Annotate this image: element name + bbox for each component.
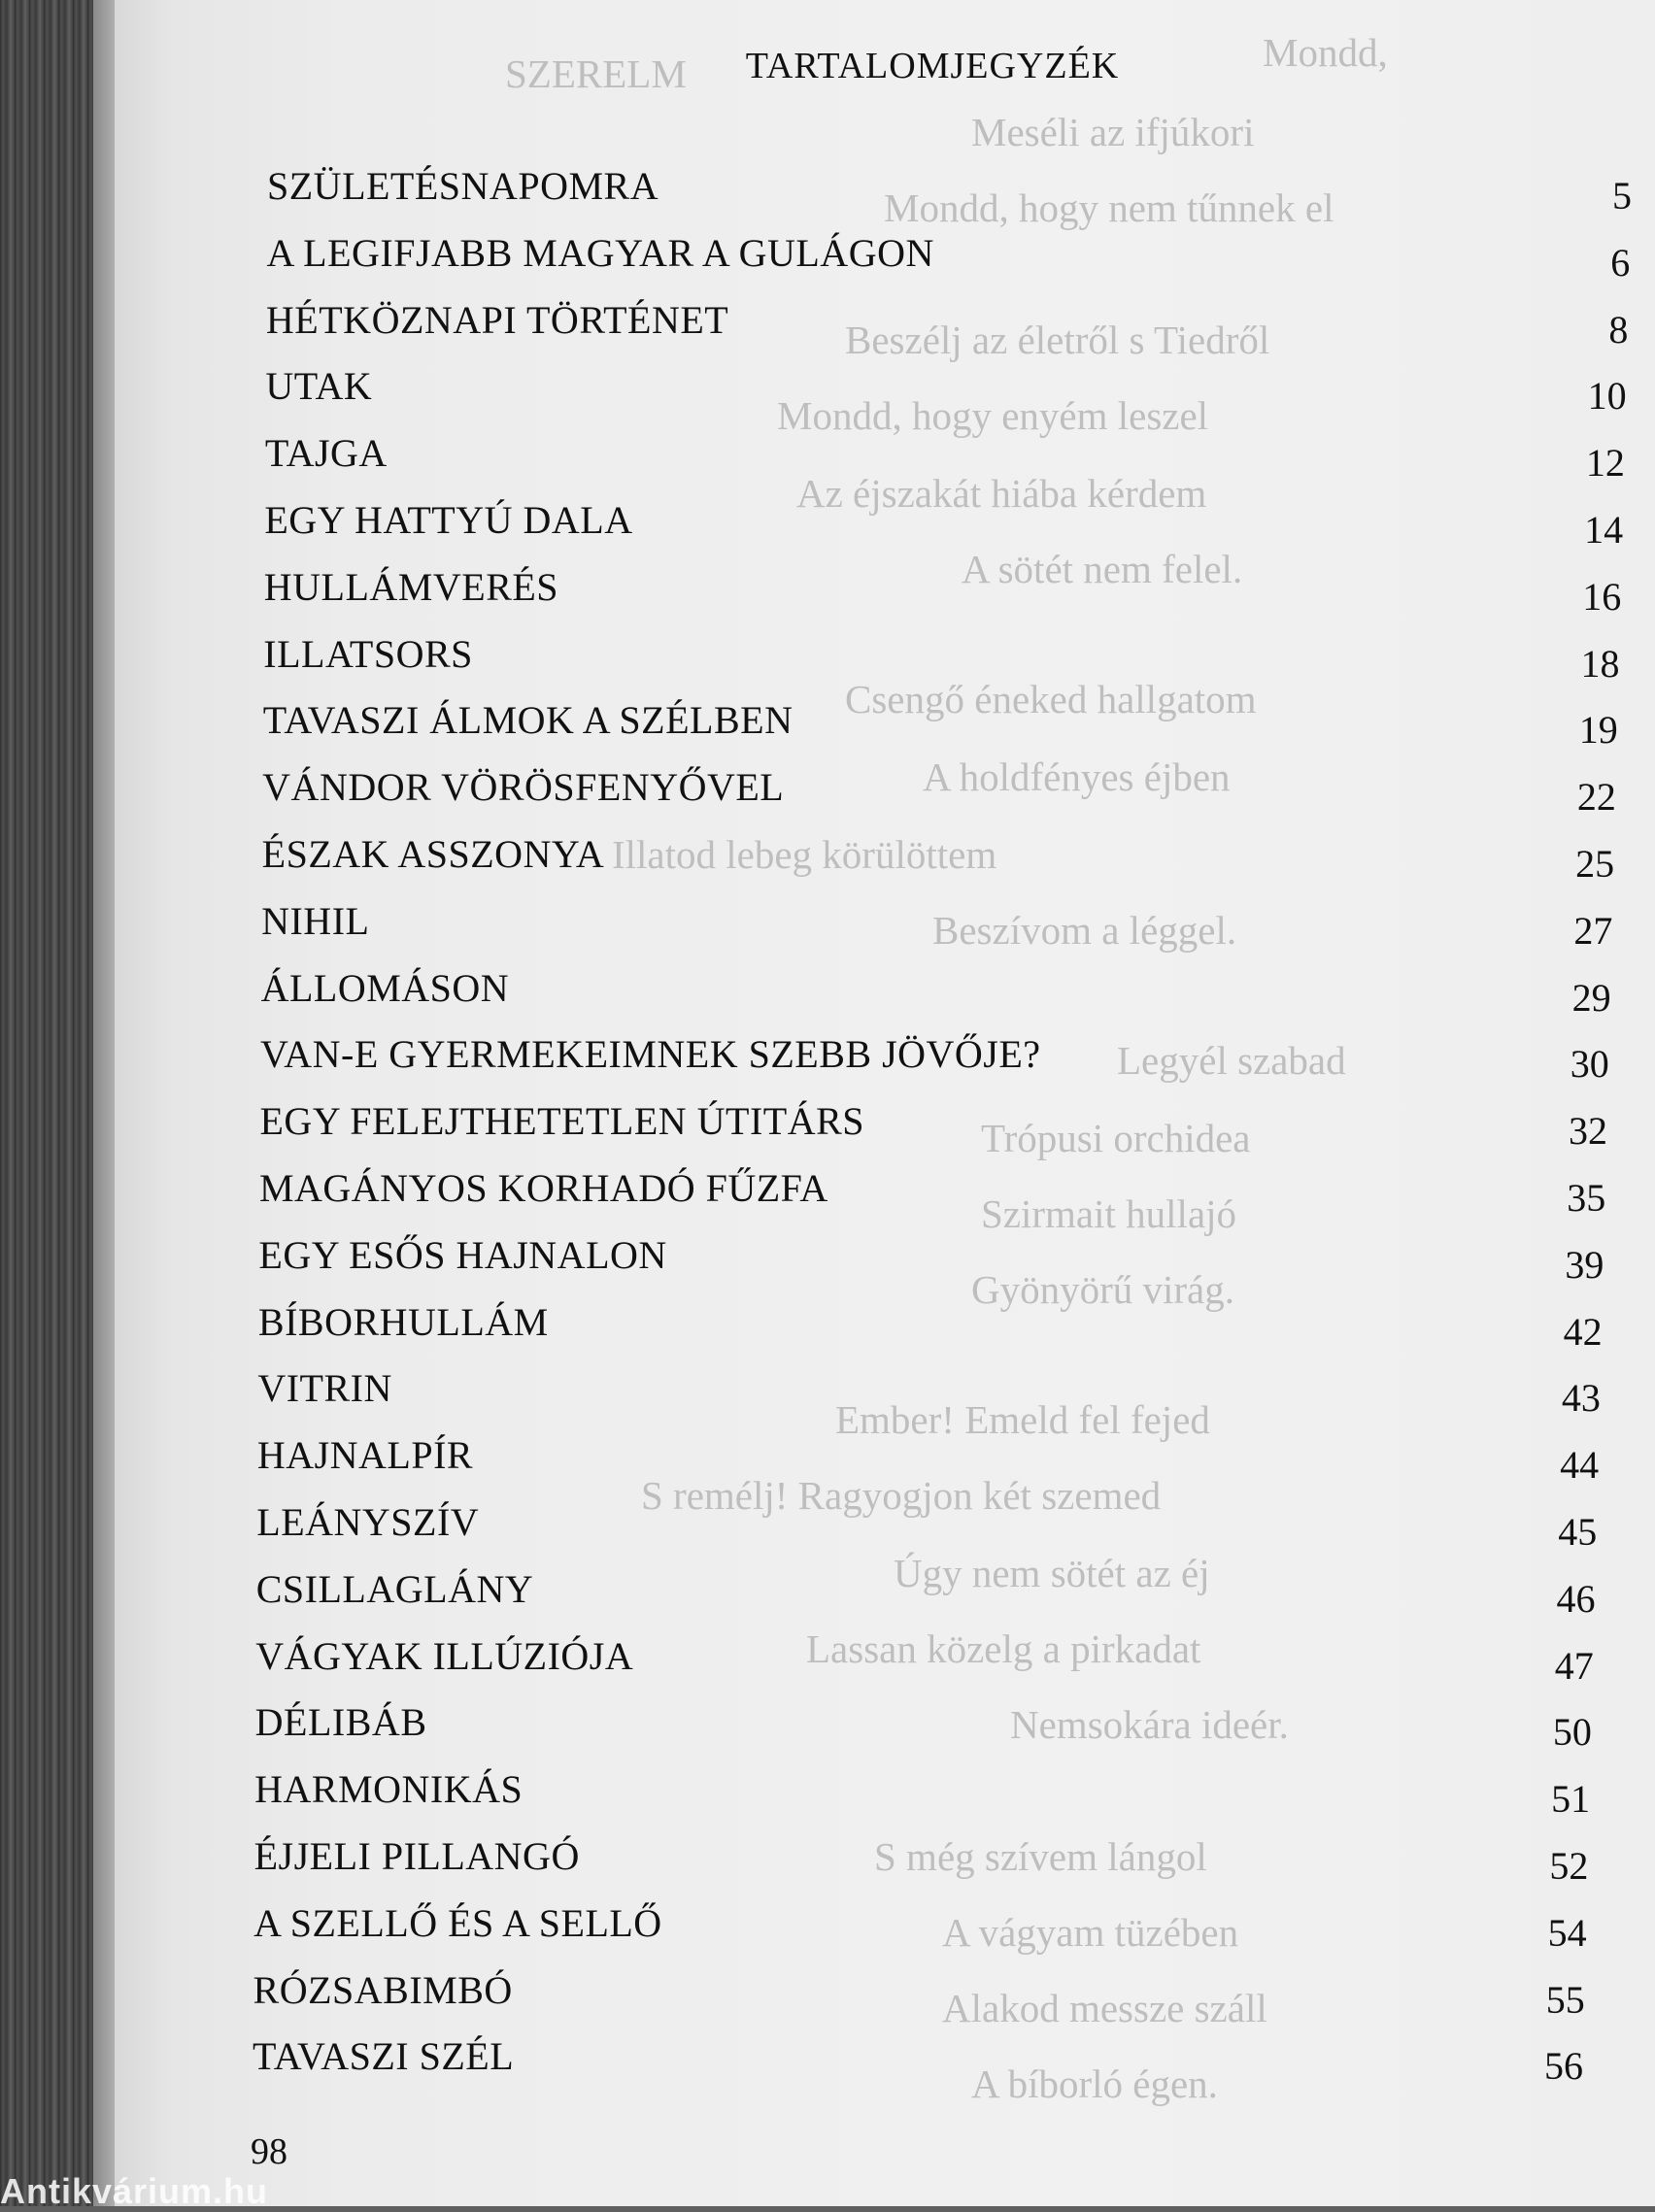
bleed-line: Beszélj az életről s Tiedről [845, 318, 1270, 362]
toc-entry [0, 497, 1655, 552]
toc-entry-page: 35 [1567, 1176, 1606, 1220]
toc-entry-title: UTAK [265, 364, 373, 409]
toc-entry [0, 1232, 1655, 1287]
toc-entry-page: 16 [1582, 574, 1622, 619]
toc-entry-page: 42 [1563, 1309, 1603, 1354]
bleed-line: Legyél szabad [1117, 1038, 1346, 1083]
bleed-line: Nemsokára ideér. [1010, 1702, 1289, 1747]
bleed-line: Beszívom a léggel. [932, 908, 1237, 953]
toc-entry-title: ILLATSORS [263, 631, 473, 676]
toc-entry-title: RÓZSABIMBÓ [253, 1967, 513, 2012]
toc-entry [0, 1566, 1655, 1621]
toc-heading: TARTALOMJEGYZÉK [745, 46, 1120, 86]
toc-entry-page: 52 [1549, 1844, 1589, 1888]
toc-entry-title: BÍBORHULLÁM [257, 1299, 549, 1344]
toc-entry-page: 50 [1552, 1710, 1592, 1755]
bleed-line: Meséli az ifjúkori [971, 110, 1255, 154]
toc-entry-page: 12 [1585, 441, 1625, 486]
toc-entry [0, 1098, 1655, 1154]
toc-entry-page: 44 [1560, 1443, 1600, 1488]
toc-entry [0, 1766, 1655, 1822]
toc-entry-page: 14 [1584, 508, 1624, 552]
toc-entry-page: 45 [1558, 1510, 1598, 1554]
toc-entry-page: 19 [1578, 708, 1618, 753]
toc-entry-title: TAVASZI SZÉL [253, 2034, 515, 2079]
toc-entry [0, 163, 1655, 218]
bleed-line: Ember! Emeld fel fejed [835, 1397, 1210, 1442]
toc-entry [0, 1900, 1655, 1955]
bleed-line: Lassan közelg a pirkadat [806, 1626, 1201, 1671]
toc-entry [0, 631, 1655, 686]
toc-entry [0, 1031, 1655, 1087]
toc-entry-title: LEÁNYSZÍV [256, 1500, 480, 1544]
toc-entry-page: 47 [1554, 1643, 1594, 1688]
toc-entry [0, 965, 1655, 1020]
toc-entry [0, 831, 1655, 886]
toc-entry-title: VÁGYAK ILLÚZIÓJA [255, 1633, 634, 1678]
toc-entry-page: 6 [1610, 240, 1631, 285]
bleed-line: Mondd, [1263, 30, 1388, 75]
toc-entry-title: EGY FELEJTHETETLEN ÚTITÁRS [259, 1099, 865, 1144]
toc-entry [0, 1833, 1655, 1888]
toc-entry-title: VITRIN [257, 1366, 392, 1411]
toc-entry-title: ÉJJELI PILLANGÓ [253, 1834, 580, 1878]
toc-entry [0, 1499, 1655, 1554]
toc-entry-page: 32 [1569, 1109, 1607, 1154]
bleed-line: Alakod messze száll [942, 1986, 1267, 2030]
toc-entry-page: 22 [1576, 775, 1616, 820]
toc-entry-page: 56 [1544, 2044, 1583, 2089]
toc-entry-page: 25 [1575, 842, 1615, 886]
toc-entry-title: VAN-E GYERMEKEIMNEK SZEBB JÖVŐJE? [260, 1032, 1041, 1077]
toc-entry-page: 29 [1571, 975, 1611, 1020]
toc-entry-title: VÁNDOR VÖRÖSFENYŐVEL [262, 765, 785, 810]
toc-entry [0, 2033, 1655, 2089]
toc-entry-title: HARMONIKÁS [254, 1767, 524, 1812]
bleed-line: Mondd, hogy nem tűnnek el [884, 185, 1334, 230]
toc-entry-title: A SZELLŐ ÉS A SELLŐ [253, 1900, 662, 1945]
bleed-line: Mondd, hogy enyém leszel [777, 393, 1209, 438]
toc-entry-title: ÁLLOMÁSON [260, 965, 510, 1010]
toc-entry-page: 10 [1587, 374, 1627, 419]
bleed-line: Úgy nem sötét az éj [894, 1551, 1210, 1595]
toc-entry-page: 55 [1545, 1977, 1585, 2022]
toc-entry-page: 30 [1570, 1042, 1609, 1087]
toc-entry-title: EGY HATTYÚ DALA [264, 498, 633, 542]
toc-entry-title: TAJGA [264, 431, 388, 476]
bleed-line: A holdfényes éjben [923, 754, 1231, 799]
toc-entry-title: HAJNALPÍR [256, 1433, 474, 1478]
toc-entry-title: NIHIL [261, 898, 370, 943]
toc-entry [0, 430, 1655, 486]
toc-entry [0, 898, 1655, 953]
toc-entry [0, 697, 1655, 753]
bleed-line: A vágyam tüzében [942, 1910, 1239, 1955]
bleed-line: Illatod lebeg körülöttem [612, 832, 997, 877]
watermark-logo: Antikvárium.hu [0, 2171, 269, 2211]
toc-entry-title: DÉLIBÁB [254, 1700, 427, 1745]
toc-entry [0, 1967, 1655, 2022]
toc-entry-title: A LEGIFJABB MAGYAR A GULÁGON [266, 230, 934, 275]
bleed-line: A sötét nem felel. [962, 547, 1243, 591]
page-number: 98 [251, 2131, 287, 2172]
toc-entry [0, 1432, 1655, 1488]
bleed-line: A bíborló égen. [971, 2061, 1218, 2106]
bleed-line: Csengő éneked hallgatom [845, 677, 1257, 721]
toc-entry-page: 39 [1565, 1242, 1604, 1287]
bleed-line: S még szívem lángol [874, 1834, 1207, 1879]
bleed-line: Az éjszakát hiába kérdem [796, 471, 1207, 516]
toc-entry-page: 46 [1556, 1576, 1596, 1621]
toc-entry-title: HULLÁMVERÉS [263, 564, 559, 609]
bleed-line: SZERELM [505, 51, 687, 96]
toc-entry-page: 8 [1608, 307, 1629, 352]
toc-entry-page: 18 [1580, 641, 1620, 686]
bleed-line: S remélj! Ragyogjon két szemed [641, 1473, 1162, 1518]
toc-entry [0, 297, 1655, 352]
toc-entry [0, 764, 1655, 820]
toc-entry-page: 5 [1612, 174, 1632, 218]
toc-entry-page: 51 [1551, 1777, 1591, 1822]
toc-entry-page: 54 [1547, 1910, 1587, 1955]
toc-entry-title: SZÜLETÉSNAPOMRA [267, 164, 659, 208]
toc-entry-title: EGY ESŐS HAJNALON [258, 1232, 667, 1277]
toc-entry-page: 27 [1573, 908, 1613, 953]
toc-entry [0, 1165, 1655, 1220]
toc-entry [0, 1299, 1655, 1354]
toc-entry-title: CSILLAGLÁNY [255, 1566, 534, 1611]
toc-entry-title: ÉSZAK ASSZONYA [261, 832, 605, 876]
toc-entry [0, 564, 1655, 619]
toc-entry-title: MAGÁNYOS KORHADÓ FŰZFA [258, 1166, 828, 1210]
bleed-line: Gyönyörű virág. [971, 1267, 1235, 1312]
toc-entry [0, 230, 1655, 285]
toc-entry-page: 43 [1561, 1376, 1601, 1421]
bleed-line: Trópusi orchidea [981, 1116, 1251, 1160]
bleed-line: Szirmait hullajó [981, 1191, 1237, 1236]
toc-entry [0, 1633, 1655, 1688]
toc-entry [0, 1699, 1655, 1755]
toc-entry-title: HÉTKÖZNAPI TÖRTÉNET [265, 297, 729, 342]
toc-entry-title: TAVASZI ÁLMOK A SZÉLBEN [262, 698, 794, 743]
